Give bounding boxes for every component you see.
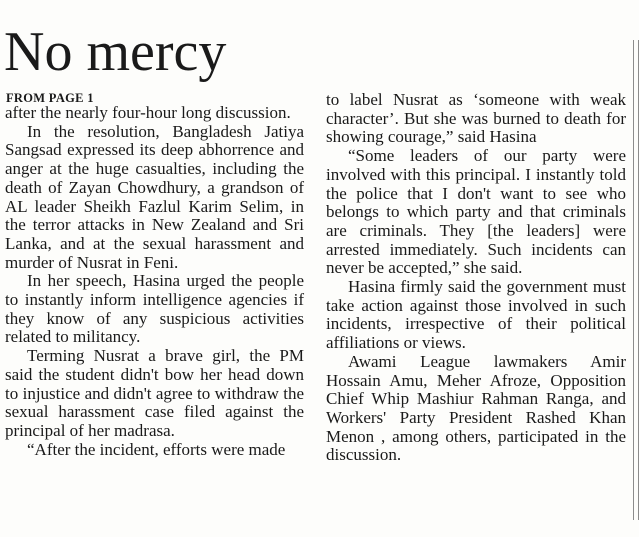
article-column-left xyxy=(5,104,304,459)
paragraph: to label Nusrat as ‘someone with weak character’. But she was burned to death for showing courage,” said Hasina xyxy=(326,90,626,147)
paragraph: In her speech, Hasina urged the people to instantly inform intelligence agencies if they know of any suspicious activities related to militancy. xyxy=(5,271,304,347)
kicker-from-page: FROM PAGE 1 xyxy=(6,91,94,105)
paragraph: Terming Nusrat a brave girl, the PM said the student didn't bow her head down to injustice and didn't agree to withdraw the sexual harassment case filed against the principal of her madrasa. xyxy=(5,346,304,440)
paragraph: “Some leaders of our party were involved with this principal. I instantly told the police that I don't want to see who belongs to which party and that criminals are criminals. They [the leaders] were arrested immediately. Such incidents can never be accepted,” she said. xyxy=(326,146,626,278)
article-column-right xyxy=(326,91,626,465)
paragraph: Hasina firmly said the government must take action against those involved in such incidents, irrespective of their political affiliations or views. xyxy=(326,277,626,353)
headline: No mercy xyxy=(4,21,227,83)
paragraph: In the resolution, Bangladesh Jatiya Sangsad expressed its deep abhorrence and anger at the huge casualties, including the death of Zayan Chowdhury, a grandson of AL leader Sheikh Fazlul Karim Selim, in the terror attacks in New Zealand and Sri Lanka, and at the sexual harassment and murder of Nusrat in Feni. xyxy=(5,121,304,272)
paragraph: “After the incident, efforts were made xyxy=(27,439,286,459)
column-edge-rule xyxy=(633,40,639,520)
paragraph: Awami League lawmakers Amir Hossain Amu, Meher Afroze, Opposition Chief Whip Mashiur Rahman Ranga, and Workers' Party President Rashed Khan Menon , among others, participated in the discussion. xyxy=(326,351,626,465)
paragraph: after the nearly four-hour long discussion. xyxy=(5,103,291,122)
